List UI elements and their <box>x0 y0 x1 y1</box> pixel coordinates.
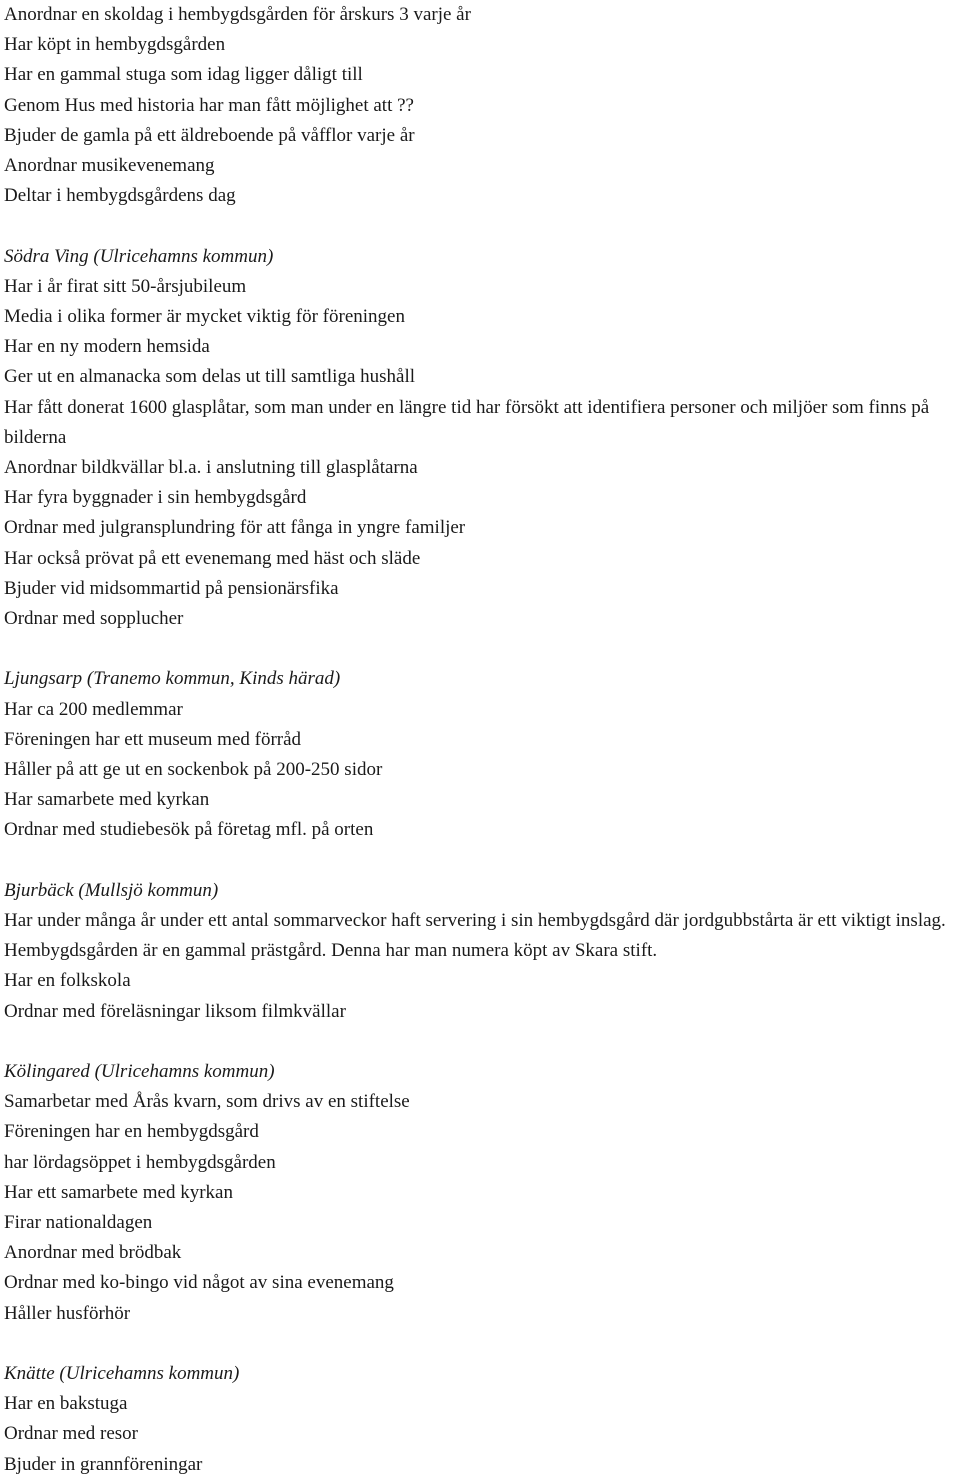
list-item: Har ca 200 medlemmar <box>4 698 183 720</box>
section-ljungsarp <box>4 664 956 845</box>
list-item: Ordnar med resor <box>4 1423 139 1445</box>
section-spacer <box>4 1329 956 1359</box>
section-heading: Bjurbäck (Mullsjö kommun) <box>4 879 219 901</box>
list-item: Genom Hus med historia har man fått möjlighet att ?? <box>4 94 414 116</box>
list-item: Har samarbete med kyrkan <box>4 789 210 811</box>
list-item: Bjuder vid midsommartid på pensionärsfika <box>4 577 339 599</box>
list-item: Har fyra byggnader i sin hembygdsgård <box>4 487 307 509</box>
document-body <box>4 0 956 1480</box>
list-item: Samarbetar med Årås kvarn, som drivs av en stiftelse <box>4 1091 410 1113</box>
list-item: Har i år firat sitt 50-årsjubileum <box>4 275 247 297</box>
list-item: Håller på att ge ut en sockenbok på 200-250 sidor <box>4 759 383 781</box>
list-item: Håller husförhör <box>4 1302 131 1324</box>
list-item: Ordnar med föreläsningar liksom filmkvällar <box>4 1000 346 1022</box>
list-item: har lördagsöppet i hembygdsgården <box>4 1151 276 1173</box>
list-item: Har under många år under ett antal sommarveckor haft servering i sin hembygdsgård där jordgubbstårta är ett viktigt inslag. Hembygdsgården är en gammal prästgård. Denna har man numera köpt av Skara stift. <box>4 910 946 962</box>
section-spacer <box>4 1027 956 1057</box>
list-item: Har en folkskola <box>4 970 131 992</box>
section-spacer <box>4 211 956 241</box>
list-item: Har köpt in hembygdsgården <box>4 34 226 56</box>
list-item: Ordnar med julgransplundring för att fånga in yngre familjer <box>4 517 466 539</box>
list-item: Bjuder de gamla på ett äldreboende på våfflor varje år <box>4 124 415 146</box>
section-kolingared <box>4 1057 956 1329</box>
list-item: Ordnar med ko-bingo vid något av sina evenemang <box>4 1272 394 1294</box>
section-heading: Knätte (Ulricehamns kommun) <box>4 1363 240 1385</box>
section-sodra-ving <box>4 242 956 635</box>
list-item: Media i olika former är mycket viktig för föreningen <box>4 306 405 328</box>
list-item: Föreningen har ett museum med förråd <box>4 728 302 750</box>
section-heading: Ljungsarp (Tranemo kommun, Kinds härad) <box>4 668 341 690</box>
list-item: Har ett samarbete med kyrkan <box>4 1181 233 1203</box>
list-item: Föreningen har en hembygdsgård <box>4 1121 259 1143</box>
list-item: Anordnar musikevenemang <box>4 155 215 177</box>
section-spacer <box>4 634 956 664</box>
section-heading: Södra Ving (Ulricehamns kommun) <box>4 245 274 267</box>
list-item: Har också prövat på ett evenemang med häst och släde <box>4 547 421 569</box>
list-item: Firar nationaldagen <box>4 1212 153 1234</box>
list-item: Deltar i hembygdsgårdens dag <box>4 185 236 207</box>
list-item: Har en gammal stuga som idag ligger dåligt till <box>4 64 363 86</box>
list-item: Ordnar med sopplucher <box>4 608 184 630</box>
intro-section <box>4 0 956 211</box>
list-item: Ger ut en almanacka som delas ut till samtliga hushåll <box>4 366 416 388</box>
list-item: Ordnar med studiebesök på företag mfl. på orten <box>4 819 374 841</box>
section-bjurback <box>4 876 956 1027</box>
list-item: Anordnar med brödbak <box>4 1242 182 1264</box>
section-heading: Kölingared (Ulricehamns kommun) <box>4 1061 275 1083</box>
list-item: Anordnar bildkvällar bl.a. i anslutning till glasplåtarna <box>4 457 418 479</box>
section-spacer <box>4 846 956 876</box>
list-item: Anordnar en skoldag i hembygdsgården för årskurs 3 varje år <box>4 4 471 25</box>
list-item: Har en ny modern hemsida <box>4 336 210 358</box>
list-item: Har fått donerat 1600 glasplåtar, som man under en längre tid har försökt att identifiera personer och miljöer som finns på bilderna <box>4 396 930 448</box>
section-knatte <box>4 1359 956 1480</box>
list-item: Har en bakstuga <box>4 1393 128 1415</box>
list-item: Bjuder in grannföreningar <box>4 1453 203 1475</box>
